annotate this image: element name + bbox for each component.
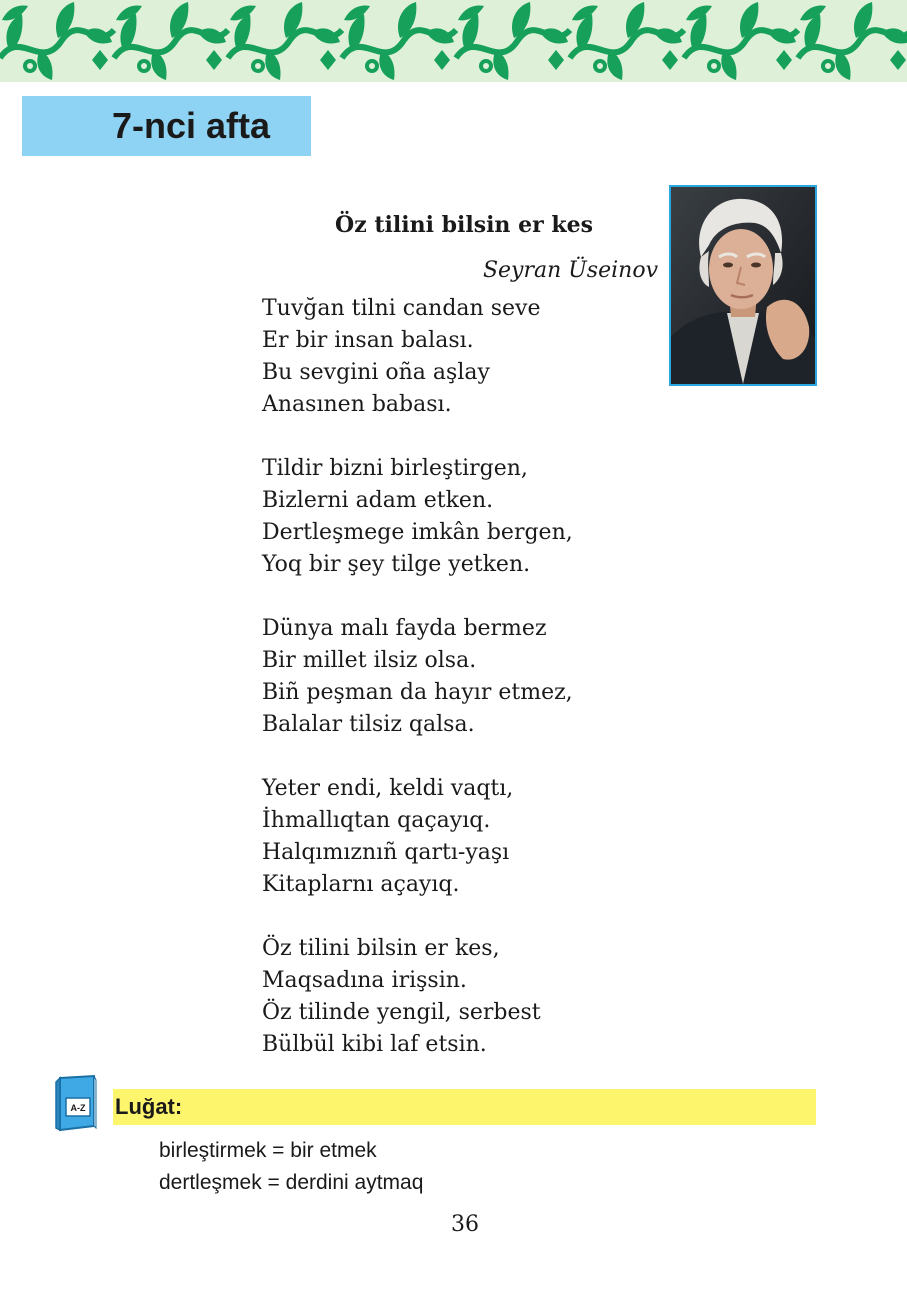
poem-stanza-4 [262, 773, 662, 901]
poem-line: Maqsadına irişsin. [262, 968, 467, 993]
dictionary-icon-label: A-Z [70, 1103, 86, 1113]
poem-line: Dertleşmege imkân bergen, [262, 520, 573, 545]
poem-line: Bülbül kibi laf etsin. [262, 1032, 487, 1057]
week-label: 7-nci afta [22, 96, 311, 156]
poem-line: Yeter endi, keldi vaqtı, [262, 776, 514, 801]
poem-line: Er bir insan balası. [262, 328, 474, 353]
poem-line: İhmallıqtan qaçayıq. [262, 808, 491, 833]
dictionary-entry: birleştirmek = bir etmek [159, 1139, 377, 1162]
poem-line: Bir millet ilsiz olsa. [262, 648, 477, 673]
poem-line: Balalar tilsiz qalsa. [262, 712, 475, 737]
poem-line: Kitaplarnı açayıq. [262, 872, 460, 897]
poem-stanza-5 [262, 933, 662, 1061]
poem-body [262, 293, 662, 1093]
poem-line: Dünya malı fayda bermez [262, 616, 547, 641]
poem-line: Öz tilinde yengil, serbest [262, 1000, 541, 1025]
poem-line: Tildir bizni birleştirgen, [262, 456, 528, 481]
poem-title: Öz tilini bilsin er kes [335, 212, 593, 238]
page-number: 36 [451, 1212, 479, 1237]
poem-line: Yoq bir şey tilge yetken. [262, 552, 531, 577]
poem-line: Tuvğan tilni candan seve [262, 296, 541, 321]
dictionary-book-icon [54, 1074, 98, 1132]
dictionary-heading: Luğat: [113, 1089, 816, 1125]
poem-line: Anasınen babası. [262, 392, 452, 417]
poem-line: Bu sevgini oña aşlay [262, 360, 490, 385]
poem-stanza-1 [262, 293, 662, 421]
poem-line: Biñ peşman da hayır etmez, [262, 680, 573, 705]
poem-stanza-3 [262, 613, 662, 741]
floral-pattern-icon [0, 0, 907, 82]
poem-line: Halqımıznıñ qartı-yaşı [262, 840, 510, 865]
poem-stanza-2 [262, 453, 662, 581]
portrait-image-icon [671, 187, 815, 384]
author-portrait [669, 185, 817, 386]
dictionary-entries [159, 1135, 423, 1199]
poem-line: Öz tilini bilsin er kes, [262, 936, 500, 961]
dictionary-entry: dertleşmek = derdini aytmaq [159, 1171, 424, 1194]
poem-line: Bizlerni adam etken. [262, 488, 494, 513]
poem-author: Seyran Üseinov [482, 258, 658, 283]
floral-banner [0, 0, 907, 82]
